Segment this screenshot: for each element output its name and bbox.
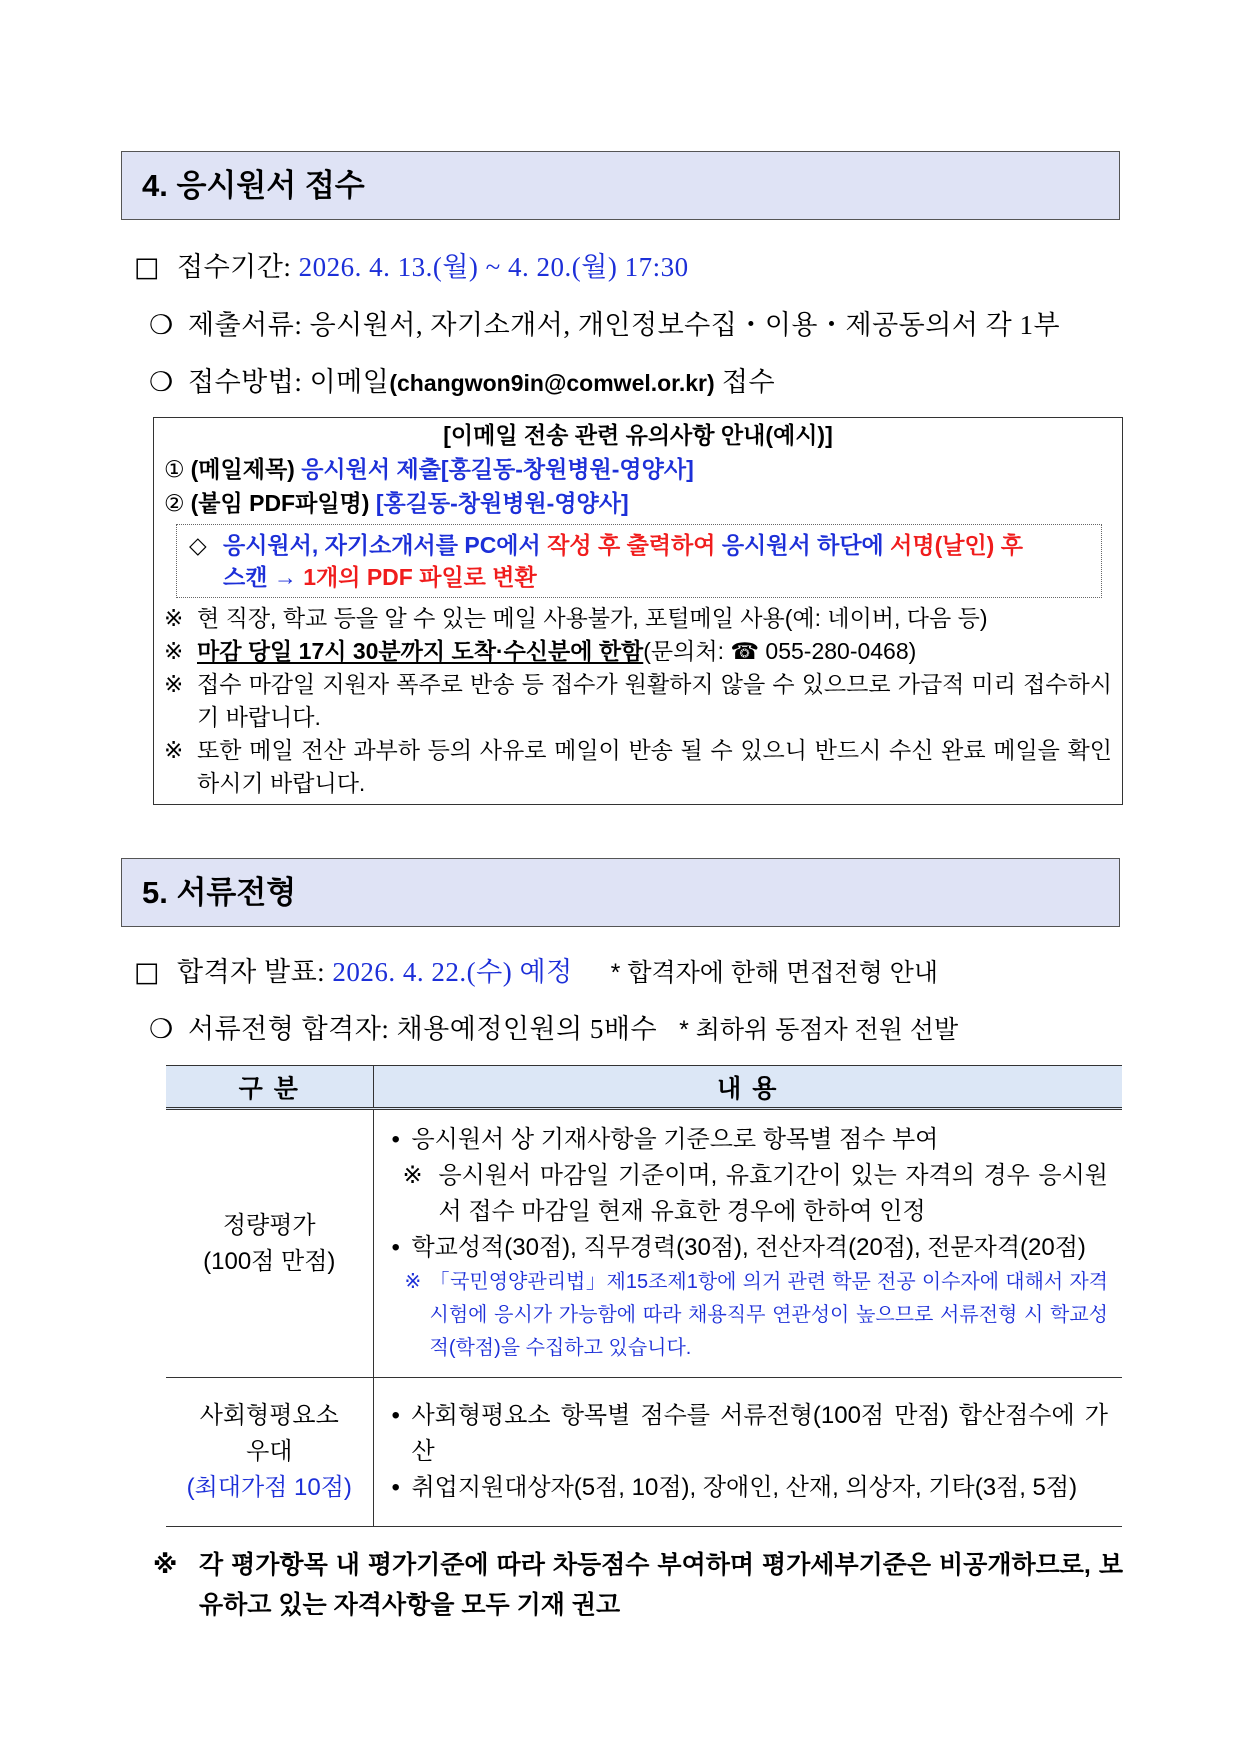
bullet-circle-icon: ❍ [149, 367, 174, 398]
instruction-segment: 스캔 → [223, 564, 297, 590]
header-category: 구 분 [166, 1066, 373, 1109]
bullet-circle-icon: ❍ [149, 310, 174, 341]
table-header-row [166, 1066, 1122, 1109]
method-value: 이메일 [309, 367, 390, 397]
row-category-cell [166, 1109, 373, 1378]
instruction-segment: 응시원서, 자기소개서를 PC에서 [223, 532, 541, 558]
category-score: (100점 만점) [203, 1247, 336, 1275]
table-row [166, 1378, 1122, 1527]
result-announcement-text [177, 953, 1120, 992]
reference-mark-icon: ※ [404, 1271, 422, 1293]
row-category-cell [166, 1378, 373, 1527]
reference-mark-icon: ※ [164, 671, 184, 697]
section-4-header [121, 151, 1120, 220]
item-number: ① [164, 456, 185, 482]
bullet-square-icon: □ [134, 957, 161, 988]
category-name: 우대 [246, 1438, 293, 1465]
content-bullet-item [392, 1398, 1109, 1470]
period-label: 접수기간: [177, 252, 292, 282]
notice-title: [이메일 전송 관련 유의사항 안내(예시)] [443, 422, 833, 448]
row-content-cell [373, 1378, 1122, 1527]
item-number: ② [164, 490, 185, 516]
screening-pass-rule [149, 1010, 1120, 1049]
remark-deadline [197, 635, 1112, 668]
remark-text: 현 직장, 학교 등을 알 수 있는 메일 사용불가, 포털메일 사용(예: 네이버, 다음 등) [197, 605, 988, 631]
content-bullet-item [392, 1230, 1109, 1266]
content-bullet-item [392, 1470, 1109, 1506]
remark-item [164, 668, 1112, 734]
diamond-icon: ◇ [189, 532, 207, 558]
documents-value: 응시원서, 자기소개서, 개인정보수집・이용・제공동의서 각 1부 [309, 310, 1061, 340]
item-value: 응시원서 제출[홍길동-창원병원-영양사] [301, 456, 694, 482]
item-label: (붙임 PDF파일명) [190, 490, 370, 516]
reference-mark-icon: ※ [402, 1162, 423, 1189]
reference-mark-icon: ※ [164, 605, 184, 631]
announcement-note: * 합격자에 한해 면접전형 안내 [610, 959, 938, 987]
bullet-circle-icon: ❍ [149, 1014, 174, 1045]
content-note-text: 응시원서 마감일 기준이며, 유효기간이 있는 자격의 경우 응시원서 접수 마감일 현재 유효한 경우에 한하여 인정 [438, 1162, 1108, 1225]
header-content: 내 용 [373, 1066, 1122, 1109]
email-notice-box [153, 417, 1123, 805]
section-4-title: 4. 응시원서 접수 [142, 168, 365, 203]
result-announcement [134, 953, 1120, 992]
bullet-square-icon: □ [134, 252, 161, 283]
notice-remarks [164, 602, 1112, 800]
category-score: (최대가점 10점) [186, 1474, 352, 1501]
method-email: (changwon9in@comwel.or.kr) [389, 370, 715, 396]
phone-icon: ☎ [730, 638, 760, 664]
screening-criteria-table [166, 1065, 1122, 1527]
screening-text: 서류전형 합격자: 채용예정인원의 5배수 [188, 1014, 658, 1044]
remark-item [164, 734, 1112, 800]
legal-note-item [392, 1266, 1109, 1365]
section-5-header [121, 858, 1120, 927]
required-documents [149, 306, 1120, 345]
required-documents-text [188, 306, 1120, 344]
remark-text: 접수 마감일 지원자 폭주로 반송 등 접수가 원활하지 않을 수 있으므로 가급적 미리 접수하시기 바랍니다. [197, 671, 1112, 730]
section-5-title: 5. 서류전형 [142, 875, 297, 910]
pdf-instruction-box [176, 524, 1102, 598]
application-method-text [188, 363, 1120, 402]
screening-pass-rule-text [188, 1010, 1120, 1049]
remark-item [164, 635, 1112, 668]
instruction-segment: 1개의 PDF 파일로 변환 [303, 564, 537, 590]
announcement-value: 2026. 4. 22.(수) 예정 [332, 957, 573, 987]
content-text: 응시원서 상 기재사항을 기준으로 항목별 점수 부여 [411, 1126, 939, 1153]
pdf-instruction-text [223, 529, 1091, 593]
content-note-item [392, 1158, 1109, 1230]
period-value: 2026. 4. 13.(월) ~ 4. 20.(월) 17:30 [298, 252, 689, 282]
category-name: 정량평가 [222, 1211, 316, 1239]
content-bullet-item [392, 1122, 1109, 1158]
method-suffix: 접수 [721, 367, 776, 397]
remark-item [164, 602, 1112, 635]
application-method [149, 363, 1120, 402]
deadline-emphasis: 마감 당일 17시 30분까지 도착·수신분에 한함 [197, 638, 644, 664]
item-label: (메일제목) [190, 456, 295, 482]
contact-prefix: (문의처: [643, 638, 731, 664]
screening-note: * 최하위 동점자 전원 선발 [679, 1016, 959, 1044]
instruction-segment: 작성 후 출력하여 [547, 532, 716, 558]
application-period [134, 248, 1120, 287]
method-label: 접수방법: [188, 367, 303, 397]
pdf-instruction-line [223, 561, 1091, 593]
remark-text: 또한 메일 전산 과부하 등의 사유로 메일이 반송 될 수 있으니 반드시 수신 완료 메일을 확인하시기 바랍니다. [197, 737, 1112, 796]
reference-mark-icon: ※ [164, 638, 184, 664]
bullet-dot-icon: • [391, 1234, 400, 1261]
bullet-dot-icon: • [391, 1402, 400, 1429]
item-value: [홍길동-창원병원-영양사] [375, 490, 629, 516]
pdf-instruction-line [223, 529, 1091, 561]
legal-note-text: 「국민영양관리법」제15조제1항에 의거 관련 학문 전공 이수자에 대해서 자격시험에 응시가 가능함에 따라 채용직무 연관성이 높으므로 서류전형 시 학교성적(학점)을 수집하고 있습니다. [429, 1271, 1108, 1359]
reference-mark-icon: ※ [153, 1551, 178, 1579]
evaluation-footnote [153, 1545, 1123, 1625]
reference-mark-icon: ※ [164, 737, 184, 763]
content-text: 사회형평요소 항목별 점수를 서류전형(100점 만점) 합산점수에 가산 [411, 1402, 1108, 1465]
bullet-dot-icon: • [391, 1474, 400, 1501]
category-name: 사회형평요소 [199, 1402, 339, 1429]
notice-item-mail-subject [164, 452, 1112, 486]
footnote-text: 각 평가항목 내 평가기준에 따라 차등점수 부여하며 평가세부기준은 비공개하므로, 보유하고 있는 자격사항을 모두 기재 권고 [199, 1551, 1123, 1619]
table-row [166, 1109, 1122, 1378]
announcement-label: 합격자 발표: [177, 957, 326, 987]
bullet-dot-icon: • [391, 1126, 400, 1153]
row-content-cell [373, 1109, 1122, 1378]
documents-label: 제출서류: [188, 310, 303, 340]
contact-number: 055-280-0468) [759, 638, 917, 664]
content-text: 취업지원대상자(5점, 10점), 장애인, 산재, 의상자, 기타(3점, 5점) [411, 1474, 1078, 1501]
instruction-segment: 응시원서 하단에 [721, 532, 884, 558]
instruction-segment: 서명(날인) 후 [890, 532, 1023, 558]
content-text: 학교성적(30점), 직무경력(30점), 전산자격(20점), 전문자격(20점) [411, 1234, 1086, 1261]
application-period-text [177, 248, 1120, 286]
notice-item-pdf-filename [164, 486, 1112, 520]
